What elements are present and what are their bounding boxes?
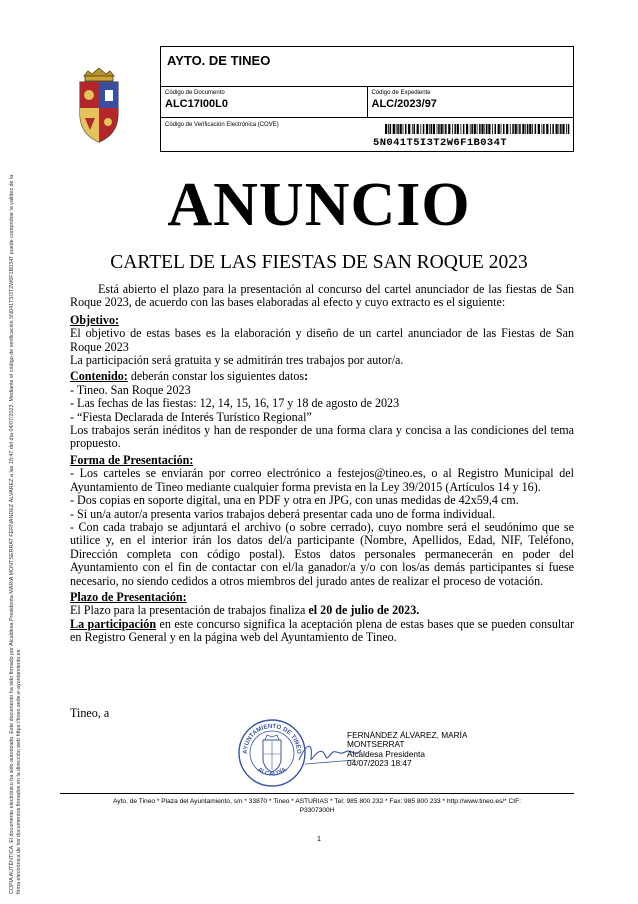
doc-code: ALC17I00L0 [165, 98, 228, 110]
doc-code-label: Código de Documento [165, 90, 225, 96]
intro-paragraph: Está abierto el plazo para la presentación al concurso del cartel anunciador de las fiestas de San Roque 2023, de acuerdo con las bases elaboradas al efecto y cuyo extracto es el siguiente: [70, 282, 574, 310]
contenido-paragraph: Los trabajos serán inéditos y han de responder de una forma clara y concisa a las condiciones del tema propuesto. [70, 423, 574, 451]
footer [60, 796, 574, 815]
entity-name: AYTO. DE TINEO [161, 47, 573, 87]
seal-top-text: AYUNTAMIENTO DE TINEO [241, 722, 303, 755]
signer-name-line-2: MONTSERRAT [347, 739, 405, 750]
page-number: 1 [317, 836, 321, 843]
signer-block [347, 731, 467, 768]
document-header [160, 46, 574, 152]
signer-role: Alcaldesa Presidenta [347, 748, 425, 759]
objetivo-paragraph-2: La participación será gratuita y se admitirán tres trabajos por autor/a. [70, 353, 404, 368]
contenido-lead: deberán constar los siguientes datos [127, 369, 305, 384]
cove-label: Código de Verificación Electrónica (COVE) [165, 122, 279, 128]
exp-code-cell [367, 87, 574, 117]
contenido-colon: : [304, 369, 309, 384]
contenido-heading: Contenido: [70, 369, 128, 384]
objetivo-paragraph-1: El objetivo de estas bases es la elaboración y diseño de un cartel anunciador de las Fiestas de San Roque 2023 [70, 326, 574, 354]
contenido-item: - “Fiesta Declarada de Interés Turístico Regional” [70, 409, 312, 424]
participacion-text: en este concurso significa la aceptación plena de estas bases que se pueden consultar en Registro General y en la página web del Ayuntamiento de Tineo. [70, 616, 575, 645]
forma-item: - Los carteles se enviarán por correo electrónico a festejos@tineo.es, o al Registro Municipal del Ayuntamiento de Tineo mediante cualquier forma prevista en la Ley 39/2015 (Artículos 14 y 16). [70, 466, 574, 494]
footer-text: Ayto. de Tineo * Plaza del Ayuntamiento, s/n * 33870 * Tineo * ASTURIAS * Tel: 985 800 232 * Fax: 985 800 233 * http://www.tineo.es/* CIF: [113, 798, 521, 805]
barcode-icon [385, 124, 571, 134]
document-subtitle: CARTEL DE LAS FIESTAS DE SAN ROQUE 2023 [110, 252, 528, 273]
seal-bottom-text: ALCALDÍA [256, 766, 288, 778]
forma-item: - Dos copias en soporte digital, una en PDF y otra en JPG, con unas medidas de 42x59,4 cm. [70, 493, 519, 508]
signer-name-line-1: FERNÁNDEZ ÁLVAREZ, MARÍA [347, 730, 468, 740]
side-text-line-2: firma electrónica de los documentos firmados en la dirección web https://tineo.sede.e-ayuntamiento.es [16, 649, 22, 894]
exp-code: ALC/2023/97 [371, 98, 437, 110]
footer-divider [60, 793, 574, 794]
contenido-item: - Las fechas de las fiestas: 12, 14, 15, 16, 17 y 18 de agosto de 2023 [70, 396, 400, 411]
participacion-lead: La participación [70, 616, 157, 631]
objetivo-heading: Objetivo: [70, 312, 120, 327]
plazo-date: el 20 de julio de 2023. [308, 603, 420, 618]
forma-item: - Con cada trabajo se adjuntará el archivo (o sobre cerrado), cuyo nombre será el seudónimo que se utilice y, en el interior irán los datos del/a participante (Nombre, Apellidos, Edad, NIF, Teléfono, Dirección completa con código postal). Estos datos personales permanecerán en poder del Ayuntamiento con el fin de contactar con el/la ganador/a y/o con los/as demás participantes si fuese necesario, no siendo cedidos a otros miembros del jurado antes de realizar el proceso de votación. [70, 519, 574, 588]
forma-item: - Si un/a autor/a presenta varios trabajos deberá presentar cada uno de forma individual. [70, 506, 496, 521]
plazo-text: El Plazo para la presentación de trabajos finaliza [70, 603, 309, 618]
contenido-line [70, 370, 574, 383]
plazo-paragraph [70, 604, 574, 617]
plazo-heading: Plazo de Presentación: [70, 589, 187, 604]
forma-heading: Forma de Presentación: [70, 452, 194, 467]
coat-of-arms-icon [76, 68, 122, 144]
footer-cif: P3307300H [299, 807, 335, 814]
doc-code-cell [161, 87, 367, 117]
document-title: ANUNCIO [167, 171, 471, 239]
side-verification-text [0, 0, 30, 904]
exp-code-label: Código de Expediente [371, 90, 431, 96]
closing-text: Tineo, a [70, 706, 110, 720]
cove-code: 5N041T5I3T2W6F1B034T [373, 137, 508, 149]
contenido-item: - Tineo. San Roque 2023 [70, 382, 191, 397]
document-body [70, 283, 574, 645]
participacion-paragraph [70, 618, 574, 645]
signer-date: 04/07/2023 18:47 [347, 757, 412, 768]
side-text-line-1: COPIA AUTÉNTICA. El documento electrónico ha sido autorizado. Este documento ha sido firmado por Alcaldesa Presidenta MARIA MONTSERRAT FERNANDEZ ÁLVAREZ a las 18:47 del día 04/07/2023. Mediante el código de verificación 5N041T5I3T2W6F1B034T puede comprobar la validez de la [9, 174, 15, 894]
